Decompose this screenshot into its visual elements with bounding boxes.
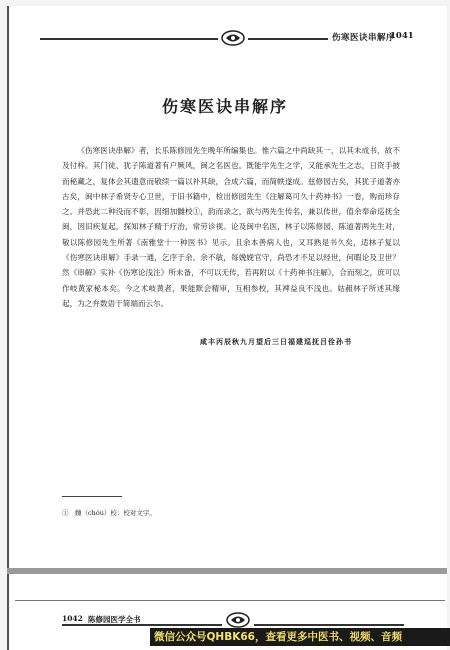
- page-title: 伤寒医诀串解序: [161, 97, 288, 116]
- page-top-rule: [15, 600, 445, 601]
- header-rule-left: [40, 38, 218, 40]
- next-page-number: 1042: [62, 614, 83, 623]
- press-logo-icon: [220, 30, 246, 46]
- running-header: [40, 30, 414, 46]
- promo-banner: 微信公众号QHBK66，查看更多中医书、视频、音频: [150, 628, 450, 646]
- next-header-rule-left: [62, 624, 222, 626]
- body-paragraph: 《伤寒医诀串解》者，长乐陈修园先生晚年所编集也。惟六篇之中尚缺其一，以其未成书，故不及付梓。其门徒、犹子陈道著有户厥风，闽之名医也。既能学先生之学，又能承先生之志，日资手披而秘藏之，复体会其遗意而敬续一篇以补其缺，合成六篇，而简帙遂成。兹修园古矣，其犹子道著亦古矣，闽中林子希贤专心卫世，于旧书籍中，检出修园先生《注解葛可久十药神书》一卷，购而珍存之。并恐此二种没而不彰，因细加雠校①，韵而录之，欲与两先生传名，兼以传世，值余奉命巡抚全闽，因旧疾复起，探知林子精于疗治，常劳诊视。论及闽中名医，林子以陈修园、陈道著两先生对，敬以陈修园先生所著《南雅堂十一种医书》见示。且余本善病人也，又耳熟是书久矣，适林子复以《伤寒医诀串解》手录一通，乞序于余。余不敏，每娩娩官守，尚恐才不足以经世，何暇论及卫世？然《串解》实补《伤寒论浅注》所未备，不可以无传，若再附以《十药神书注解》，合而刻之，庶可以作岐黄家秘本矣。今之术岐黄者，果能默会精审，互相参校，其裨益良不浅也。姑赧林子所述其缘起，为之弁数语于简端而云尔。: [62, 146, 400, 308]
- next-header-rule-right: [254, 624, 404, 626]
- running-title: 伤寒医诀串解序: [332, 33, 396, 43]
- page-number: 1041: [390, 31, 414, 41]
- press-logo-icon: [225, 612, 251, 628]
- footnote-rule: [62, 496, 122, 497]
- preface-body: [62, 143, 400, 311]
- footnote: ① 雠（chóu）校：校对文字。: [62, 509, 156, 517]
- next-running-title: 陈修园医学全书: [88, 615, 141, 624]
- header-rule-right: [248, 38, 328, 40]
- signoff: 咸丰丙辰秋九月望后三日福建巡抚吕佺孙书: [200, 337, 352, 346]
